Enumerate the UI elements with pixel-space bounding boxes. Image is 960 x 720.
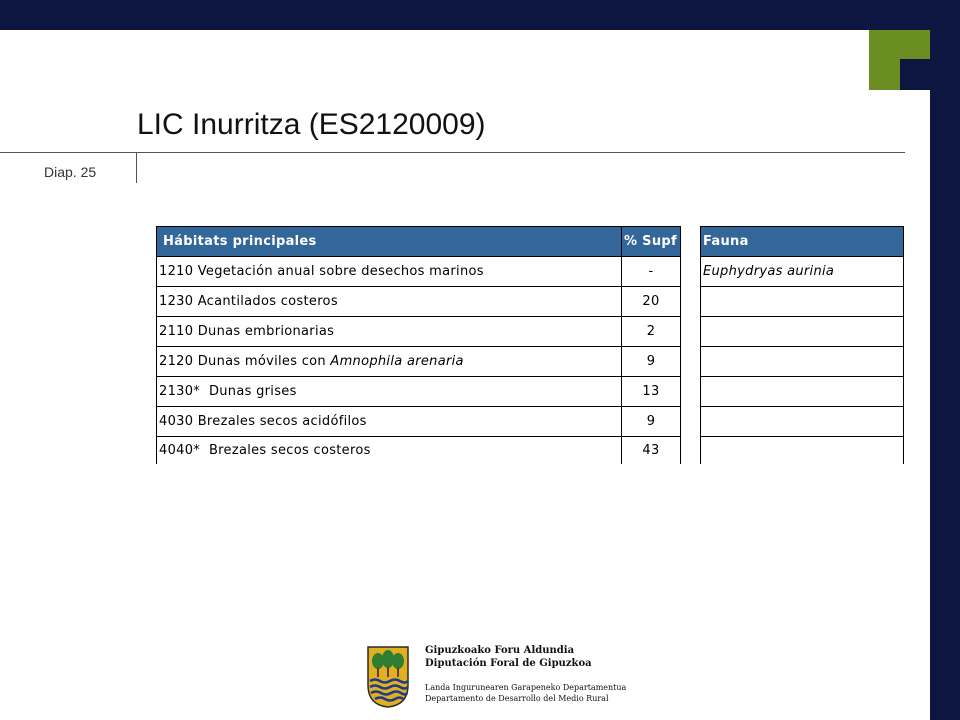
logo-text [425, 644, 626, 704]
surface-cell: 9 [622, 407, 681, 437]
table-row [157, 437, 681, 465]
species-name: Amnophila arenaria [330, 354, 464, 369]
fauna-cell [701, 317, 904, 347]
table-row [701, 257, 904, 287]
surface-cell: 43 [622, 437, 681, 465]
habitat-cell: 2110 Dunas embrionarias [157, 317, 622, 347]
green-square-notch [900, 59, 930, 90]
top-bar [0, 0, 960, 30]
table-row [157, 377, 681, 407]
slide-number: Diap. 25 [44, 164, 97, 180]
fauna-cell [701, 347, 904, 377]
fauna-cell: Euphydryas aurinia [701, 257, 904, 287]
habitat-column-header: Hábitats principales [157, 227, 622, 257]
habitat-cell: 4030 Brezales secos acidófilos [157, 407, 622, 437]
habitat-cell: 4040* Brezales secos costeros [157, 437, 622, 465]
habitat-cell: 2130* Dunas grises [157, 377, 622, 407]
surface-cell: 9 [622, 347, 681, 377]
gipuzkoa-coat-of-arms-icon [366, 645, 410, 709]
logo-line-basque: Gipuzkoako Foru Aldundia [425, 645, 575, 656]
fauna-column-header: Fauna [701, 227, 904, 257]
habitat-cell [157, 347, 622, 377]
fauna-cell [701, 287, 904, 317]
logo-department-basque: Landa Ingurunearen Garapeneko Departamentua [425, 683, 627, 692]
surface-column-header: % Supf [622, 227, 681, 257]
table-row [701, 317, 904, 347]
table-row [701, 437, 904, 465]
fauna-cell [701, 437, 904, 465]
table-row [157, 347, 681, 377]
fauna-cell [701, 377, 904, 407]
slide-title: LIC Inurritza (ES2120009) [137, 108, 486, 141]
table-row [701, 407, 904, 437]
surface-cell: 13 [622, 377, 681, 407]
habitat-text: 2120 Dunas móviles con [159, 354, 331, 369]
table-row [157, 287, 681, 317]
table-header-row [701, 227, 904, 257]
table-row [701, 287, 904, 317]
logo-line-spanish: Diputación Foral de Gipuzkoa [425, 658, 592, 669]
table-row [157, 407, 681, 437]
table-row [157, 317, 681, 347]
fauna-table [700, 226, 904, 464]
logo-department-spanish: Departamento de Desarrollo del Medio Rural [425, 694, 609, 703]
table-header-row [157, 227, 681, 257]
table-row [701, 377, 904, 407]
slide-number-divider [136, 152, 137, 183]
fauna-cell [701, 407, 904, 437]
surface-cell: 20 [622, 287, 681, 317]
table-row [157, 257, 681, 287]
table-row [701, 347, 904, 377]
surface-cell: - [622, 257, 681, 287]
habitat-cell: 1210 Vegetación anual sobre desechos marinos [157, 257, 622, 287]
right-bar [930, 0, 960, 720]
habitat-cell: 1230 Acantilados costeros [157, 287, 622, 317]
surface-cell: 2 [622, 317, 681, 347]
habitats-table [156, 226, 681, 464]
